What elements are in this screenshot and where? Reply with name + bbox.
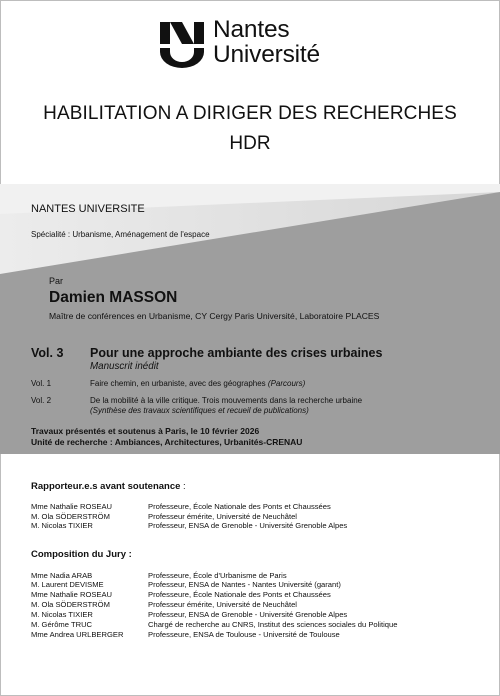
jury-name: M. Laurent DEVISME: [31, 580, 104, 589]
volume-3-subtitle: Manuscrit inédit: [90, 361, 159, 372]
nantes-universite-logo-icon: [160, 22, 204, 68]
document-subtitle: HDR: [229, 133, 271, 154]
author-name: Damien MASSON: [49, 289, 178, 306]
speciality: Spécialité : Urbanisme, Aménagement de l'espace: [31, 230, 210, 239]
jury-role: Professeure, École Nationale des Ponts et Chaussées: [148, 590, 331, 599]
volume-1-title: Faire chemin, en urbaniste, avec des géographes (Parcours): [90, 379, 306, 388]
defense-info: Travaux présentés et soutenus à Paris, le 10 février 2026: [31, 426, 260, 436]
reviewer-name: Mme Nathalie ROSEAU: [31, 502, 113, 511]
volume-2-number: Vol. 2: [31, 396, 52, 405]
author-affiliation: Maître de conférences en Urbanisme, CY Cergy Paris Université, Laboratoire PLACES: [49, 311, 380, 321]
reviewer-role: Professeure, École Nationale des Ponts et Chaussées: [148, 502, 331, 511]
jury-role: Professeur, ENSA de Grenoble - Université Grenoble Alpes: [148, 610, 348, 619]
volume-1-number: Vol. 1: [31, 379, 52, 388]
jury-name: M. Nicolas TIXIER: [31, 610, 93, 619]
jury-name: M. Gérôme TRUC: [31, 620, 93, 629]
research-unit: Unité de recherche : Ambiances, Architectures, Urbanités-CRENAU: [31, 437, 303, 447]
volume-2-title: De la mobilité à la ville critique. Trois mouvements dans la recherche urbaine: [90, 396, 363, 405]
logo-line-2: Université: [213, 41, 320, 68]
reviewer-role: Professeur, ENSA de Grenoble - Université Grenoble Alpes: [148, 521, 348, 530]
reviewer-name: M. Nicolas TIXIER: [31, 521, 93, 530]
logo-line-1: Nantes: [213, 16, 290, 43]
volume-3-number: Vol. 3: [31, 346, 64, 360]
reviewer-role: Professeur émérite, Université de Neuchâtel: [148, 512, 297, 521]
jury-role: Professeur, ENSA de Nantes - Nantes Université (garant): [148, 580, 341, 589]
jury-role: Professeure, ENSA de Toulouse - Université de Toulouse: [148, 630, 340, 639]
jury-role: Professeur émérite, Université de Neuchâtel: [148, 600, 297, 609]
volume-1-subtitle: (Parcours): [267, 379, 306, 388]
reviewer-name: M. Ola SÖDERSTRÖM: [31, 512, 110, 521]
jury-name: Mme Andrea URLBERGER: [31, 630, 124, 639]
jury-role: Professeure, École d'Urbanisme de Paris: [148, 571, 287, 580]
jury-heading: Composition du Jury :: [31, 549, 132, 560]
volume-2-subtitle: (Synthèse des travaux scientifiques et recueil de publications): [90, 406, 309, 415]
reviewers-heading: Rapporteur.e.s avant soutenance :: [31, 481, 186, 492]
volume-3-title: Pour une approche ambiante des crises urbaines: [90, 346, 383, 360]
jury-name: Mme Nadia ARAB: [31, 571, 93, 580]
jury-name: M. Ola SÖDERSTRÖM: [31, 600, 110, 609]
jury-role: Chargé de recherche au CNRS, Institut des sciences sociales du Politique: [148, 620, 398, 629]
author-par: Par: [49, 276, 64, 286]
jury-name: Mme Nathalie ROSEAU: [31, 590, 113, 599]
university-name: NANTES UNIVERSITE: [31, 203, 145, 215]
logo-text: [213, 17, 320, 67]
document-title: HABILITATION A DIRIGER DES RECHERCHES: [43, 103, 457, 124]
